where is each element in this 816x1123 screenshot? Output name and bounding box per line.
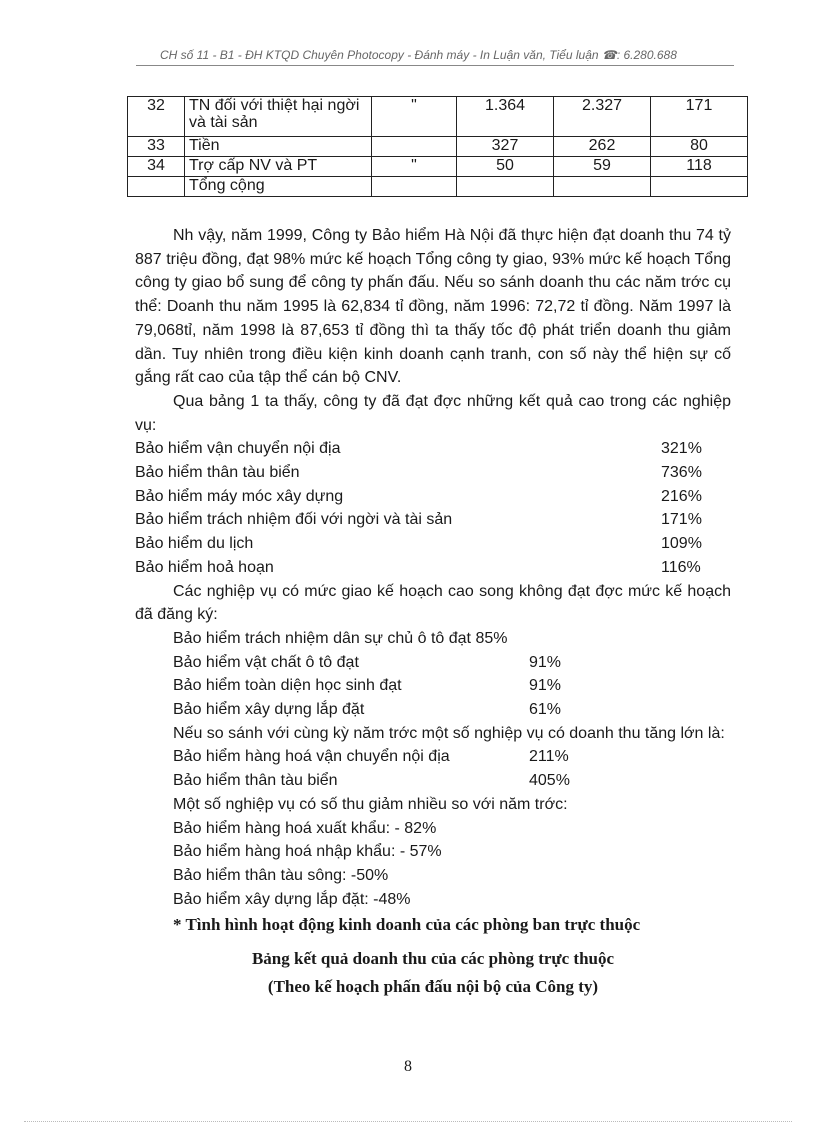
list-item bbox=[173, 651, 731, 675]
list-decline bbox=[135, 817, 731, 912]
item-label: Bảo hiểm hoả hoạn bbox=[135, 558, 274, 576]
list-item bbox=[173, 745, 731, 769]
item-label: Bảo hiểm thân tàu biển bbox=[135, 464, 300, 482]
list-item: Bảo hiểm xây dựng lắp đặt: -48% bbox=[173, 890, 411, 908]
item-label: Bảo hiểm hàng hoá vận chuyển nội địa bbox=[173, 748, 450, 766]
row-value bbox=[554, 177, 651, 197]
row-value: 1.364 bbox=[457, 97, 554, 137]
table-row bbox=[128, 177, 748, 197]
item-label: Bảo hiểm trách nhiệm đối với ngời và tài sản bbox=[135, 511, 453, 529]
row-unit bbox=[372, 177, 457, 197]
table-row bbox=[128, 97, 748, 137]
row-value bbox=[457, 177, 554, 197]
paragraph: Nếu so sánh với cùng kỳ năm trớc một số nghiệp vụ có doanh thu tăng lớn là: bbox=[173, 724, 725, 742]
row-unit bbox=[372, 137, 457, 157]
paragraph: Các nghiệp vụ có mức giao kế hoạch cao song không đạt đợc mức kế hoạch đã đăng ký: bbox=[135, 582, 731, 624]
item-percent: 61% bbox=[529, 701, 562, 719]
list-item bbox=[135, 532, 731, 556]
item-percent: 91% bbox=[529, 653, 562, 671]
table-row bbox=[128, 137, 748, 157]
item-label: Bảo hiểm xây dựng lắp đặt bbox=[173, 701, 365, 719]
row-value: 262 bbox=[554, 137, 651, 157]
section-heading bbox=[173, 913, 731, 937]
list-item: Bảo hiểm hàng hoá nhập khẩu: - 57% bbox=[173, 843, 442, 861]
list-underperforming bbox=[135, 627, 731, 722]
list-item bbox=[135, 508, 731, 532]
row-value bbox=[651, 177, 748, 197]
page-header: CH số 11 - B1 - ĐH KTQD Chuyên Photocopy - Đánh máy - In Luận văn, Tiểu luận ☎: 6.280.688 bbox=[160, 48, 677, 62]
item-percent: 211% bbox=[529, 748, 569, 766]
item-label: Bảo hiểm trách nhiệm dân sự chủ ô tô đạt 85% bbox=[173, 629, 508, 647]
item-label: Bảo hiểm máy móc xây dựng bbox=[135, 487, 344, 505]
list-item bbox=[173, 698, 731, 722]
row-name: Tiền bbox=[185, 137, 372, 157]
paragraph bbox=[173, 793, 731, 817]
list-item: Bảo hiểm thân tàu sông: -50% bbox=[173, 866, 389, 884]
row-name: Tổng cộng bbox=[185, 177, 372, 197]
row-unit: " bbox=[372, 157, 457, 177]
list-item bbox=[173, 627, 731, 651]
list-item: Bảo hiểm hàng hoá xuất khẩu: - 82% bbox=[173, 819, 437, 837]
item-percent: 321% bbox=[661, 440, 702, 458]
item-label: Bảo hiểm thân tàu biển bbox=[173, 772, 338, 790]
item-percent: 171% bbox=[661, 511, 702, 529]
row-name: Trợ cấp NV và PT bbox=[185, 157, 372, 177]
table-row bbox=[128, 157, 748, 177]
footer-divider bbox=[24, 1121, 792, 1122]
revenue-table bbox=[127, 96, 748, 197]
row-name: TN đối với thiệt hại ngời và tài sản bbox=[185, 97, 372, 137]
list-achievements bbox=[135, 437, 731, 579]
page-body bbox=[135, 224, 731, 999]
item-label: Bảo hiểm du lịch bbox=[135, 535, 254, 553]
item-percent: 736% bbox=[661, 464, 702, 482]
item-percent: 405% bbox=[529, 772, 570, 790]
item-percent: 91% bbox=[529, 677, 562, 695]
item-label: Bảo hiểm vận chuyển nội địa bbox=[135, 440, 341, 458]
paragraph-text: Một số nghiệp vụ có số thu giảm nhiều so với năm trớc: bbox=[173, 795, 568, 813]
list-growth bbox=[135, 745, 731, 792]
row-value: 118 bbox=[651, 157, 748, 177]
page-number: 8 bbox=[404, 1058, 412, 1075]
list-item bbox=[173, 674, 731, 698]
table-subtitle: (Theo kế hoạch phấn đấu nội bộ của Công ty) bbox=[267, 976, 599, 996]
row-number: 33 bbox=[128, 137, 185, 157]
section-heading-text: * Tình hình hoạt động kinh doanh của các phòng ban trực thuộc bbox=[173, 915, 641, 935]
item-percent: 116% bbox=[661, 558, 701, 576]
row-unit: " bbox=[372, 97, 457, 137]
row-value: 59 bbox=[554, 157, 651, 177]
paragraph: Qua bảng 1 ta thấy, công ty đã đạt đợc những kết quả cao trong các nghiệp vụ: bbox=[135, 392, 731, 434]
list-item bbox=[135, 485, 731, 509]
row-number bbox=[128, 177, 185, 197]
row-value: 80 bbox=[651, 137, 748, 157]
list-item bbox=[135, 556, 731, 580]
item-percent: 109% bbox=[661, 535, 702, 553]
item-label: Bảo hiểm vật chất ô tô đạt bbox=[173, 653, 359, 671]
row-value: 50 bbox=[457, 157, 554, 177]
paragraph: Nh vậy, năm 1999, Công ty Bảo hiểm Hà Nội đã thực hiện đạt doanh thu 74 tỷ 887 triệu đồng, đạt 98% mức kế hoạch Tổng công ty giao, 93% mức kế hoạch Tổng công ty giao bổ sung để công ty phấn đấu. Nếu so sánh doanh thu các năm trớc cụ thể: Doanh thu năm 1995 là 62,834 tỉ đồng, năm 1996: 72,72 tỉ đồng. Năm 1997 là 79,068tỉ, năm 1998 là 87,653 tỉ đồng thì ta thấy tốc độ phát triển doanh thu giảm dần. Tuy nhiên trong điều kiện kinh doanh cạnh tranh, con số này thể hiện sự cố gắng rất cao của tập thể cán bộ CNV. bbox=[135, 227, 731, 387]
row-value: 171 bbox=[651, 97, 748, 137]
item-label: Bảo hiểm toàn diện học sinh đạt bbox=[173, 677, 402, 695]
list-item bbox=[135, 461, 731, 485]
row-number: 32 bbox=[128, 97, 185, 137]
list-item bbox=[135, 437, 731, 461]
table-title: Bảng kết quả doanh thu của các phòng trực thuộc bbox=[251, 949, 615, 969]
item-percent: 216% bbox=[661, 487, 702, 505]
row-number: 34 bbox=[128, 157, 185, 177]
row-value: 327 bbox=[457, 137, 554, 157]
header-divider bbox=[136, 65, 734, 66]
row-value: 2.327 bbox=[554, 97, 651, 137]
list-item bbox=[173, 769, 731, 793]
